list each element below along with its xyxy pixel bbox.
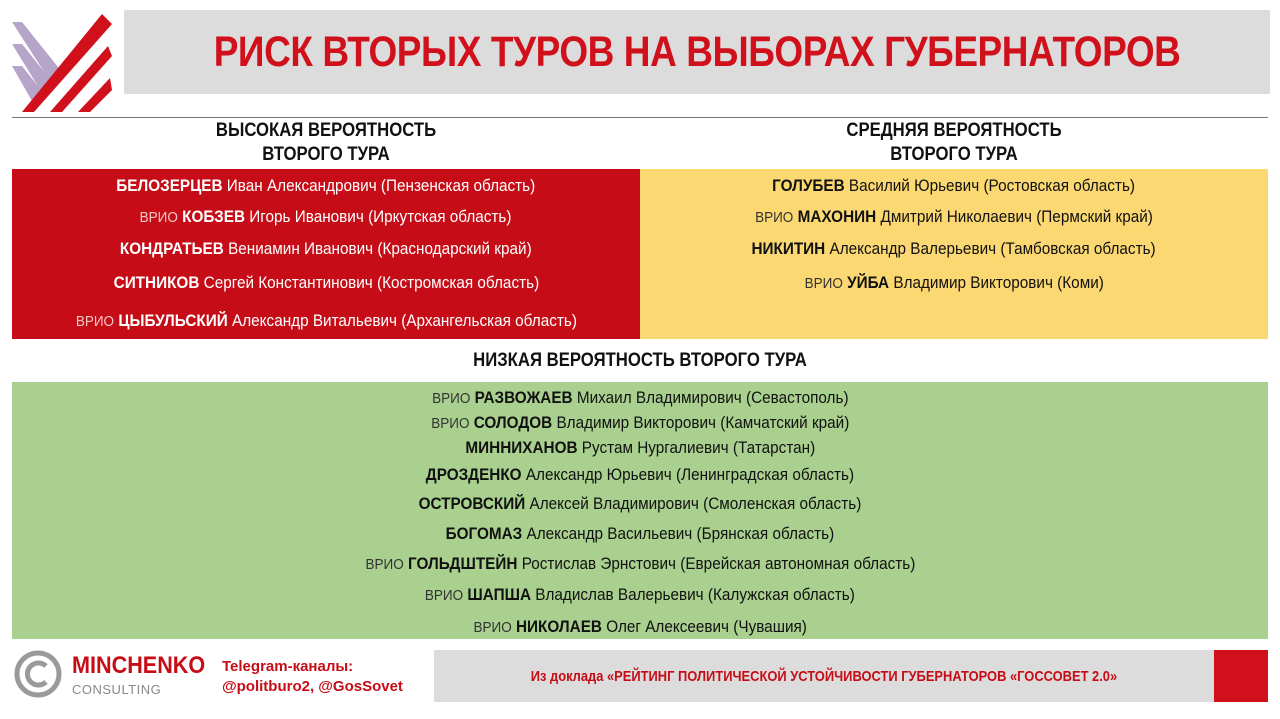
source-text: Из доклада «РЕЙТИНГ ПОЛИТИЧЕСКОЙ УСТОЙЧИВОСТИ ГУБЕРНАТОРОВ «ГОССОВЕТ 2.0» [530,667,1118,685]
entry-prefix: ВРИО [424,587,464,604]
source-banner [434,650,1214,702]
list-item [12,523,1268,546]
entry-details: Иван Александрович (Пензенская область) [227,176,536,195]
high-heading-line2: ВТОРОГО ТУРА [262,144,390,165]
entry-details: Рустам Нургалиевич (Татарстан) [581,438,815,457]
entry-surname: ДРОЗДЕНКО [425,465,522,484]
entry-details: Александр Витальевич (Архангельская область) [231,311,577,330]
logo-chevrons-icon [12,12,112,112]
entry-details: Александр Юрьевич (Ленинградская область) [525,465,855,484]
list-item [12,493,1268,516]
entry-surname: СОЛОДОВ [473,413,552,432]
entry-details: Владимир Викторович (Камчатский край) [556,413,850,432]
entry-details: Василий Юрьевич (Ростовская область) [849,176,1136,195]
list-item [12,616,1268,639]
brand-subtitle: CONSULTING [72,682,162,697]
entry-surname: НИКОЛАЕВ [515,617,602,636]
list-item [12,175,640,198]
high-probability-panel [12,169,640,339]
entry-surname: НИКИТИН [751,239,826,258]
list-item [12,387,1268,410]
entry-details: Вениамин Иванович (Краснодарский край) [228,239,532,258]
low-probability-panel [12,382,1268,639]
entry-surname: КОНДРАТЬЕВ [120,239,225,258]
list-item [640,272,1268,295]
entry-details: Сергей Константинович (Костромская область) [203,273,539,292]
entry-surname: РАЗВОЖАЕВ [474,388,573,407]
brand [72,652,220,697]
list-item [12,553,1268,576]
divider [12,117,1268,118]
list-item [12,310,640,333]
list-item [12,464,1268,487]
entry-prefix: ВРИО [473,619,512,636]
entry-details: Алексей Владимирович (Смоленская область) [529,494,862,513]
entry-surname: ЦЫБУЛЬСКИЙ [117,311,228,330]
entry-surname: УЙБА [846,273,889,292]
telegram-label: Telegram-каналы: [222,658,354,675]
entry-details: Дмитрий Николаевич (Пермский край) [880,207,1153,226]
telegram-handles: @politburo2, @GosSovet [222,678,403,695]
entry-prefix: ВРИО [430,415,470,432]
entry-details: Владислав Валерьевич (Калужская область) [535,585,855,604]
list-item [12,412,1268,435]
entry-prefix: ВРИО [431,390,471,407]
list-item [12,238,640,261]
entry-surname: ОСТРОВСКИЙ [418,494,526,513]
medium-probability-panel [640,169,1268,339]
list-item [640,175,1268,198]
entry-surname: КОБЗЕВ [182,207,246,226]
telegram-channels [222,657,403,697]
entry-surname: БЕЛОЗЕРЦЕВ [116,176,223,195]
entry-surname: ГОЛУБЕВ [772,176,846,195]
low-probability-heading [12,349,1268,373]
entry-surname: МАХОНИН [797,207,877,226]
mid-heading-line2: ВТОРОГО ТУРА [890,144,1018,165]
entry-prefix: ВРИО [755,209,794,226]
list-item [640,238,1268,261]
low-heading: НИЗКАЯ ВЕРОЯТНОСТЬ ВТОРОГО ТУРА [473,350,807,371]
entry-surname: СИТНИКОВ [113,273,199,292]
entry-details: Олег Алексеевич (Чувашия) [605,617,807,636]
list-item [12,437,1268,460]
entry-prefix: ВРИО [75,313,114,330]
entry-details: Михаил Владимирович (Севастополь) [576,388,849,407]
medium-probability-heading [640,119,1268,167]
high-probability-heading [12,119,640,167]
list-item [12,584,1268,607]
entry-prefix: ВРИО [804,275,843,292]
source-accent-block [1214,650,1268,702]
entry-details: Владимир Викторович (Коми) [893,273,1104,292]
entry-details: Александр Валерьевич (Тамбовская область) [829,239,1157,258]
list-item [12,272,640,295]
entry-prefix: ВРИО [140,209,179,226]
entry-surname: ГОЛЬДШТЕЙН [407,554,517,573]
mid-heading-line1: СРЕДНЯЯ ВЕРОЯТНОСТЬ [846,120,1062,141]
title-banner [124,10,1270,94]
brand-name: MINCHENKO [72,652,206,679]
entry-details: Александр Васильевич (Брянская область) [526,524,835,543]
entry-surname: БОГОМАЗ [445,524,523,543]
copyright-logo-icon [14,650,62,698]
list-item [640,206,1268,229]
page-title: РИСК ВТОРЫХ ТУРОВ НА ВЫБОРАХ ГУБЕРНАТОРОВ [213,27,1181,76]
entry-details: Игорь Иванович (Иркутская область) [249,207,512,226]
entry-surname: МИННИХАНОВ [465,438,578,457]
entry-prefix: ВРИО [365,556,404,573]
list-item [12,206,640,229]
high-heading-line1: ВЫСОКАЯ ВЕРОЯТНОСТЬ [215,120,437,141]
entry-surname: ШАПША [467,585,532,604]
entry-details: Ростислав Эрнстович (Еврейская автономная область) [521,554,915,573]
